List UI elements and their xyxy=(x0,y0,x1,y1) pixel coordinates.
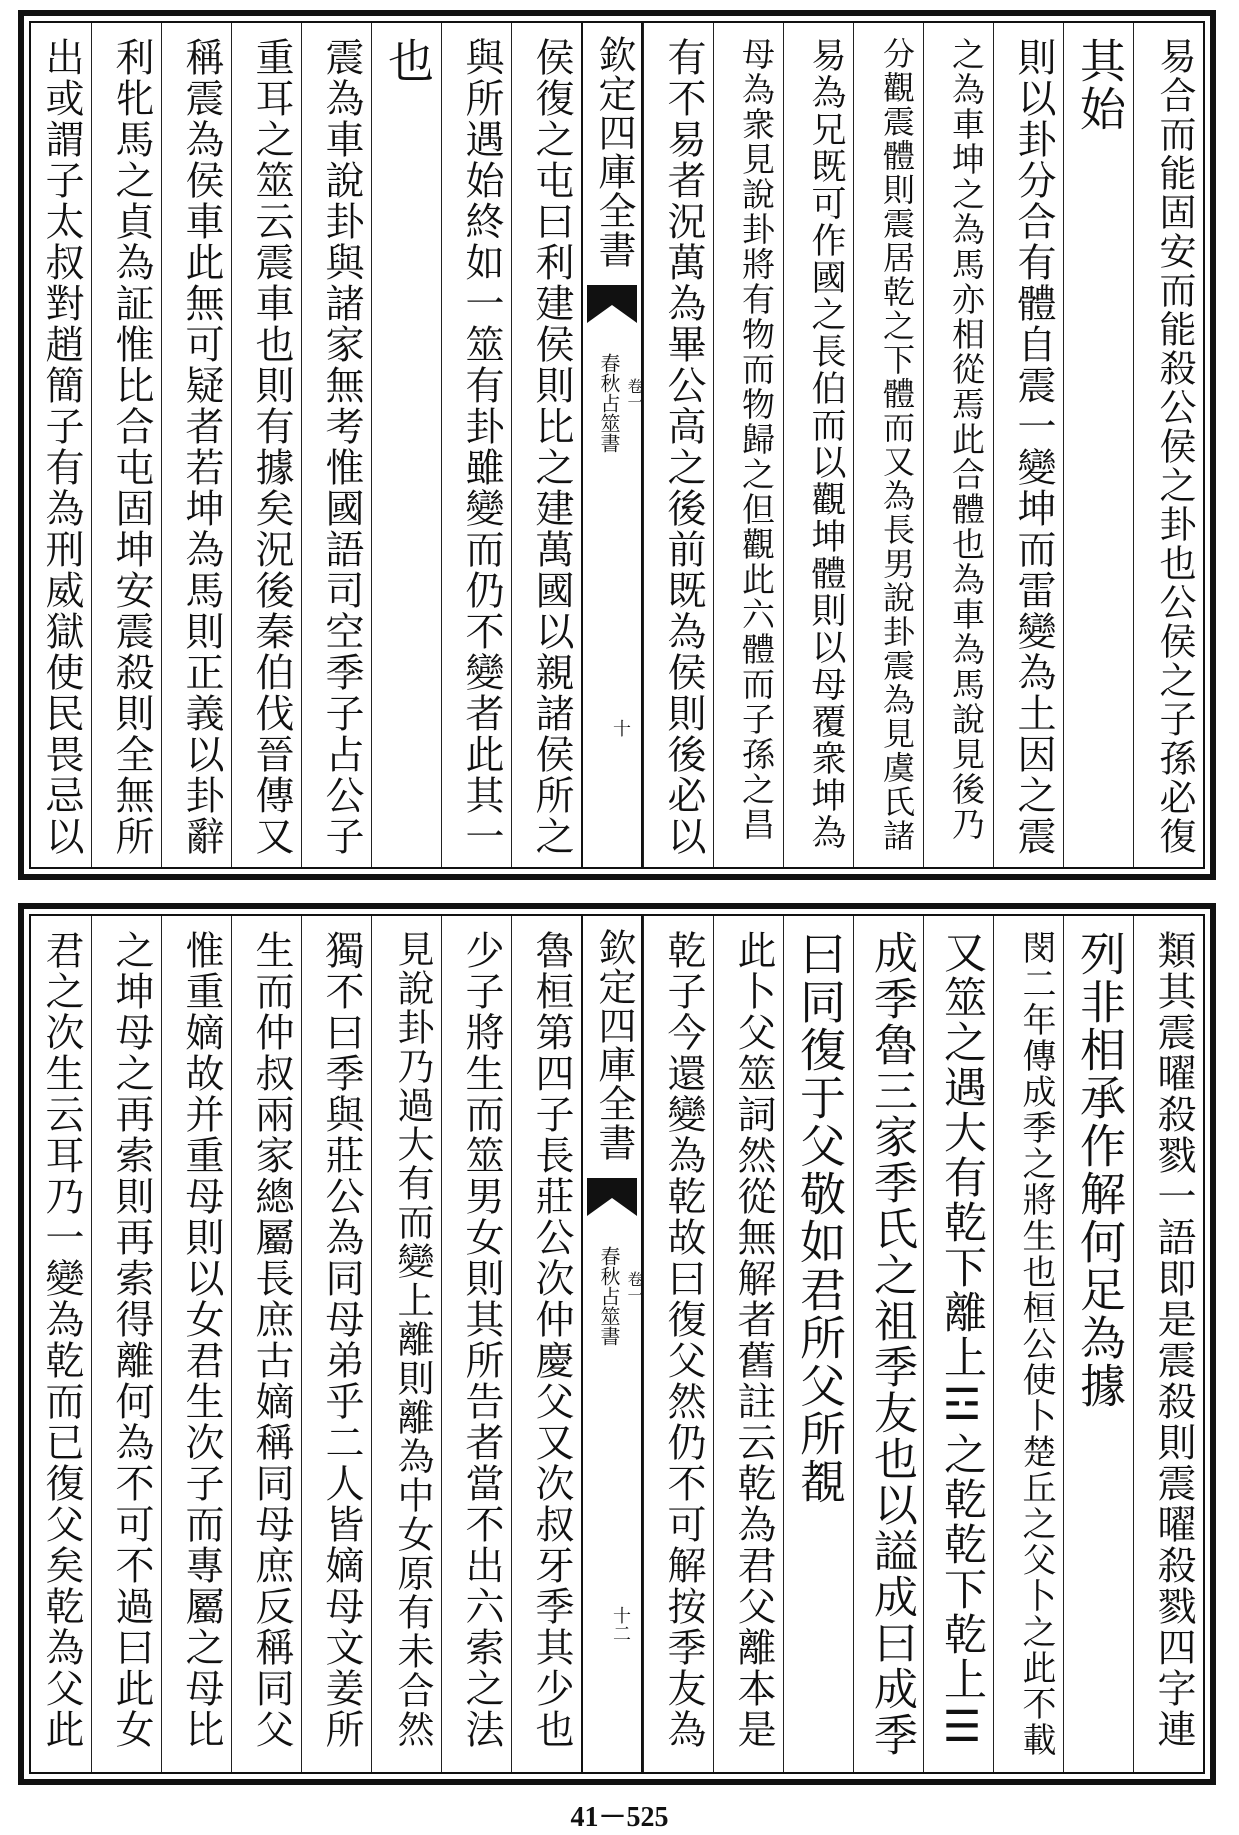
column-text: 其始 xyxy=(1073,37,1127,133)
column-text: 也 xyxy=(381,37,435,85)
column-text: 稱震為侯車此無可疑者若坤為馬則正義以卦辭 xyxy=(179,37,224,857)
column-text: 與所遇始終如一筮有卦雖變而仍不變者此其一 xyxy=(459,37,504,857)
center-margin-column xyxy=(581,916,643,1772)
bottom-page-panel xyxy=(18,903,1216,1785)
text-column xyxy=(371,916,441,1772)
text-column xyxy=(713,916,783,1772)
text-column xyxy=(301,916,371,1772)
text-column xyxy=(923,916,993,1772)
volume-label: 卷一 xyxy=(625,378,644,410)
text-column xyxy=(511,916,581,1772)
text-column xyxy=(371,23,441,867)
text-column xyxy=(91,23,161,867)
column-text: 成季魯三家季氏之祖季友也以謚成曰成季 xyxy=(866,930,917,1758)
column-text: 少子將生而筮男女則其所告者當不出六索之法 xyxy=(459,930,504,1750)
text-column xyxy=(441,23,511,867)
column-text: 之坤母之再索則再索得離何為不可不過曰此女 xyxy=(109,930,154,1750)
column-text: 有不易者況萬為畢公高之後前既為侯則後必以 xyxy=(661,37,706,857)
text-column xyxy=(161,23,231,867)
fish-tail-mark-icon xyxy=(587,285,637,323)
column-text: 閔二年傳成季之將生也桓公使卜楚丘之父卜之此不載 xyxy=(1016,930,1056,1758)
column-text: 惟重嫡故并重母則以女君生次子而專屬之母比 xyxy=(179,930,224,1750)
column-text: 利牝馬之貞為証惟比合屯固坤安震殺則全無所 xyxy=(109,37,154,857)
column-text: 重耳之筮云震車也則有據矣況後秦伯伐晉傳又 xyxy=(249,37,294,857)
column-text: 之為車坤之為馬亦相從焉此合體也為車為馬說見後乃 xyxy=(947,37,986,842)
column-text: 又筮之遇大有乾下離上☲之乾乾下乾上☰ xyxy=(937,930,987,1754)
column-text: 類其震曜殺戮一語即是震殺則震曜殺戮四字連 xyxy=(1151,930,1196,1750)
text-column xyxy=(91,916,161,1772)
text-column xyxy=(853,916,923,1772)
page-footer-number: 41－525 xyxy=(570,1802,669,1833)
top-page-frame xyxy=(29,21,1205,869)
column-text: 曰同復于父敬如君所父所覩 xyxy=(793,930,847,1506)
text-column xyxy=(993,23,1063,867)
column-text: 出或謂子太叔對趙簡子有為刑威獄使民畏忌以 xyxy=(39,37,84,857)
column-text: 見說卦乃過大有而變上離則離為中女原有未合然 xyxy=(391,930,434,1749)
collection-title: 欽定四庫全書 xyxy=(592,35,636,269)
page-number: 十 xyxy=(610,719,631,737)
text-column xyxy=(441,916,511,1772)
column-text: 易為兄既可作國之長伯而以觀坤體則以母覆衆坤為 xyxy=(806,37,846,851)
column-text: 生而仲叔兩家總屬長庶古嫡稱同母庶反稱同父 xyxy=(249,930,294,1750)
text-column xyxy=(713,23,783,867)
column-text: 易合而能固安而能殺公侯之卦也公侯之子孫必復 xyxy=(1153,37,1196,856)
column-text: 侯復之屯曰利建侯則比之建萬國以親諸侯所之 xyxy=(529,37,574,857)
text-column xyxy=(923,23,993,867)
text-column xyxy=(301,23,371,867)
bottom-page-frame xyxy=(29,914,1205,1774)
text-column xyxy=(643,916,713,1772)
text-column xyxy=(783,23,853,867)
text-column xyxy=(231,916,301,1772)
column-text: 魯桓第四子長莊公次仲慶父又次叔牙季其少也 xyxy=(529,930,574,1750)
book-title: 春秋占筮書 xyxy=(597,1246,621,1346)
text-column xyxy=(1063,916,1133,1772)
text-column xyxy=(853,23,923,867)
column-text: 列非相承作解何足為據 xyxy=(1073,930,1127,1410)
book-title: 春秋占筮書 xyxy=(597,353,621,453)
text-column xyxy=(1063,23,1133,867)
page-number: 十二 xyxy=(610,1606,631,1642)
column-text: 乾子今還變為乾故曰復父然仍不可解按季友為 xyxy=(661,930,706,1750)
column-text: 則以卦分合有體自震一變坤而雷變為土因之震 xyxy=(1011,37,1056,857)
column-text: 分觀震體則震居乾之下體而又為長男說卦震為見虞氏諸 xyxy=(878,37,916,853)
text-column xyxy=(1133,916,1203,1772)
column-text: 君之次生云耳乃一變為乾而已復父矣乾為父此 xyxy=(39,930,84,1750)
text-column xyxy=(783,916,853,1772)
column-text: 母為衆見說卦將有物而物歸之但觀此六體而子孫之昌 xyxy=(737,37,776,842)
top-page-panel xyxy=(18,10,1216,880)
center-margin-column xyxy=(581,23,643,867)
text-column xyxy=(1133,23,1203,867)
fish-tail-mark-icon xyxy=(587,1178,637,1216)
text-column xyxy=(231,23,301,867)
volume-label: 卷一 xyxy=(625,1271,644,1303)
text-column xyxy=(161,916,231,1772)
collection-title: 欽定四庫全書 xyxy=(592,928,636,1162)
column-text: 此卜父筮詞然從無解者舊註云乾為君父離本是 xyxy=(731,930,776,1750)
text-column xyxy=(643,23,713,867)
text-column xyxy=(27,23,91,867)
text-column xyxy=(993,916,1063,1772)
column-text: 獨不曰季與莊公為同母弟乎二人皆嫡母文姜所 xyxy=(319,930,364,1750)
text-column xyxy=(511,23,581,867)
column-text: 震為車說卦與諸家無考惟國語司空季子占公子 xyxy=(319,37,364,857)
text-column xyxy=(27,916,91,1772)
